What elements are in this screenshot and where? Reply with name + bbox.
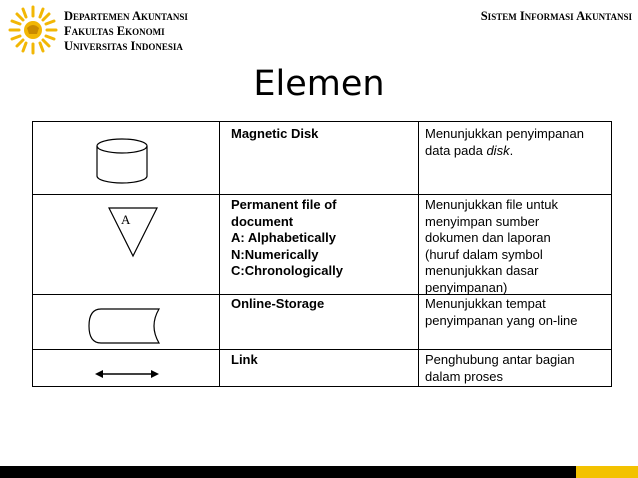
desc-line: Menunjukkan penyimpanan: [425, 126, 584, 141]
desc-line: penyimpanan): [425, 279, 508, 295]
link-arrow-icon: [95, 368, 159, 380]
name-line: Permanent file of: [231, 197, 337, 212]
footer-accent: [576, 466, 638, 478]
row-desc-permanent-file: [425, 197, 558, 296]
online-storage-icon: [87, 308, 161, 344]
row-name-permanent-file: [231, 197, 343, 280]
column-divider: [219, 122, 220, 386]
row-name-online-storage: [231, 296, 324, 313]
desc-line: dokumen dan laporan: [425, 230, 551, 245]
permanent-file-triangle-icon: [107, 206, 159, 258]
name-line: Magnetic Disk: [231, 126, 319, 141]
row-divider: [33, 349, 611, 350]
desc-line: (huruf dalam symbol: [425, 246, 543, 262]
department-header: [64, 9, 188, 54]
desc-line: penyimpanan yang on-line: [425, 312, 578, 328]
desc-line: Penghubung antar bagian: [425, 352, 575, 367]
row-desc-magnetic-disk: [425, 126, 584, 159]
row-desc-link: [425, 352, 575, 385]
row-name-magnetic-disk: [231, 126, 318, 143]
desc-line: Menunjukkan tempat: [425, 296, 546, 311]
elements-table: [32, 121, 612, 387]
name-line: document: [231, 213, 294, 229]
row-desc-online-storage: [425, 296, 578, 329]
row-divider: [33, 194, 611, 195]
header-line-faculty: Fakultas Ekonomi: [64, 24, 165, 38]
name-line: C:Chronologically: [231, 263, 343, 278]
desc-line: menyimpan sumber: [425, 213, 540, 229]
desc-line: data pada disk.: [425, 142, 514, 158]
magnetic-disk-icon: [95, 137, 149, 185]
footer-bar: [0, 466, 638, 478]
header-line-department: Departemen Akuntansi: [64, 9, 188, 23]
name-line: A: Alphabetically: [231, 230, 336, 245]
header-line-university: Universitas Indonesia: [64, 39, 183, 53]
desc-line: Menunjukkan file untuk: [425, 197, 558, 212]
course-header: Sistem Informasi Akuntansi: [480, 9, 632, 23]
name-line: N:Numerically: [231, 246, 319, 262]
desc-line: dalam proses: [425, 368, 504, 384]
name-line: Online-Storage: [231, 296, 325, 311]
slide-title: Elemen: [253, 64, 385, 104]
desc-line: menunjukkan dasar: [425, 263, 539, 278]
university-logo: [6, 4, 60, 56]
column-divider: [418, 122, 419, 386]
triangle-letter: A: [121, 212, 131, 227]
name-line: Link: [231, 352, 258, 367]
row-name-link: [231, 352, 258, 369]
